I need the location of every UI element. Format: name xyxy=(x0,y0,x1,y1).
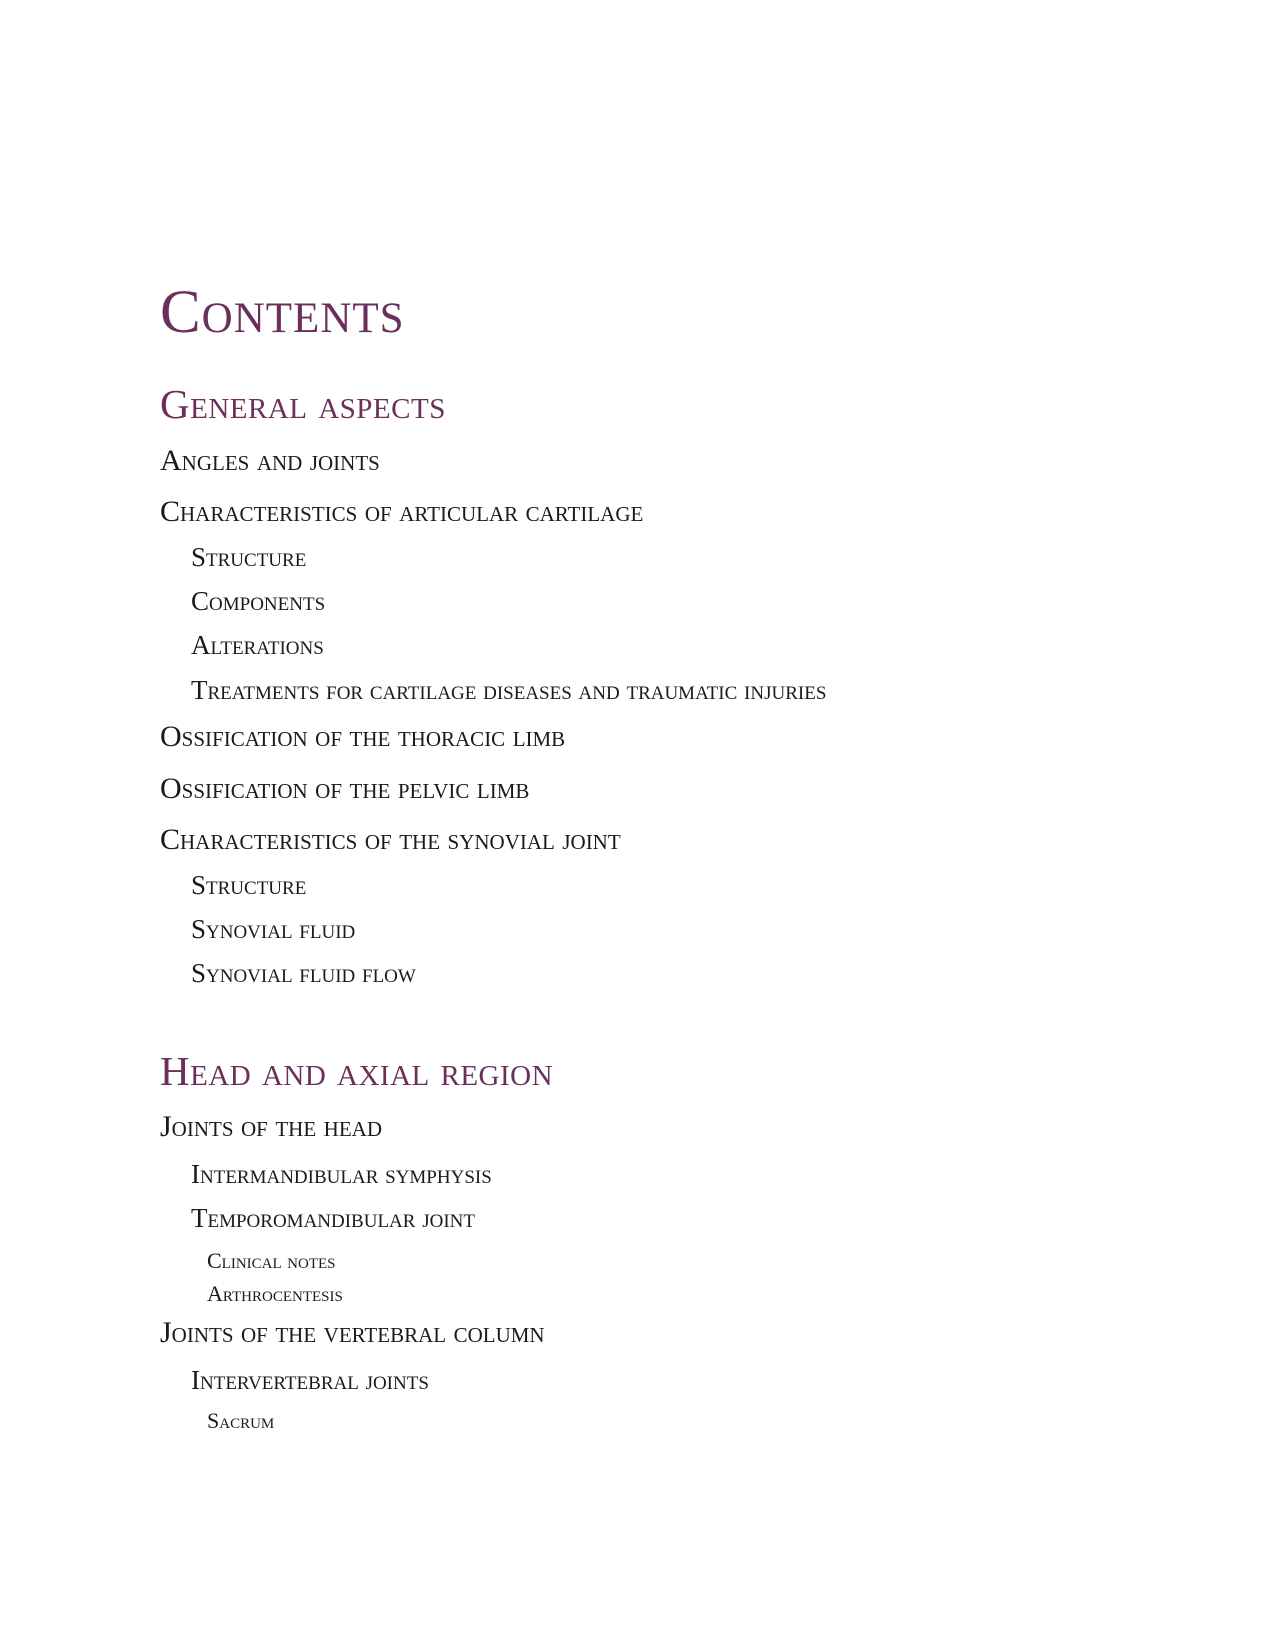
toc-subentry: Intermandibular symphysis xyxy=(191,1159,492,1189)
toc-entry: Characteristics of articular cartilage xyxy=(160,495,644,528)
toc-subsubentry: Clinical notes xyxy=(207,1248,336,1273)
section-heading-head-and-axial-region: Head and axial region xyxy=(160,1048,554,1094)
toc-entry: Angles and joints xyxy=(160,444,380,477)
toc-subentry: Synovial fluid flow xyxy=(191,958,416,988)
toc-subentry: Structure xyxy=(191,870,307,900)
toc-entry: Ossification of the pelvic limb xyxy=(160,772,530,805)
toc-subentry: Synovial fluid xyxy=(191,914,356,944)
toc-entry: Joints of the head xyxy=(160,1110,382,1143)
toc-subentry: Components xyxy=(191,586,326,616)
toc-subentry: Alterations xyxy=(191,630,324,660)
toc-entry: Characteristics of the synovial joint xyxy=(160,823,621,856)
toc-subentry: Intervertebral joints xyxy=(191,1365,429,1395)
toc-subsubentry: Sacrum xyxy=(207,1408,275,1433)
toc-entry: Joints of the vertebral column xyxy=(160,1316,545,1349)
toc-subentry: Treatments for cartilage diseases and traumatic injuries xyxy=(191,675,827,705)
toc-subentry: Structure xyxy=(191,542,307,572)
toc-entry: Ossification of the thoracic limb xyxy=(160,720,566,753)
toc-subsubentry: Arthrocentesis xyxy=(207,1281,343,1306)
section-heading-general-aspects: General aspects xyxy=(160,381,446,427)
toc-subentry: Temporomandibular joint xyxy=(191,1203,475,1233)
page-title: Contents xyxy=(160,279,405,346)
